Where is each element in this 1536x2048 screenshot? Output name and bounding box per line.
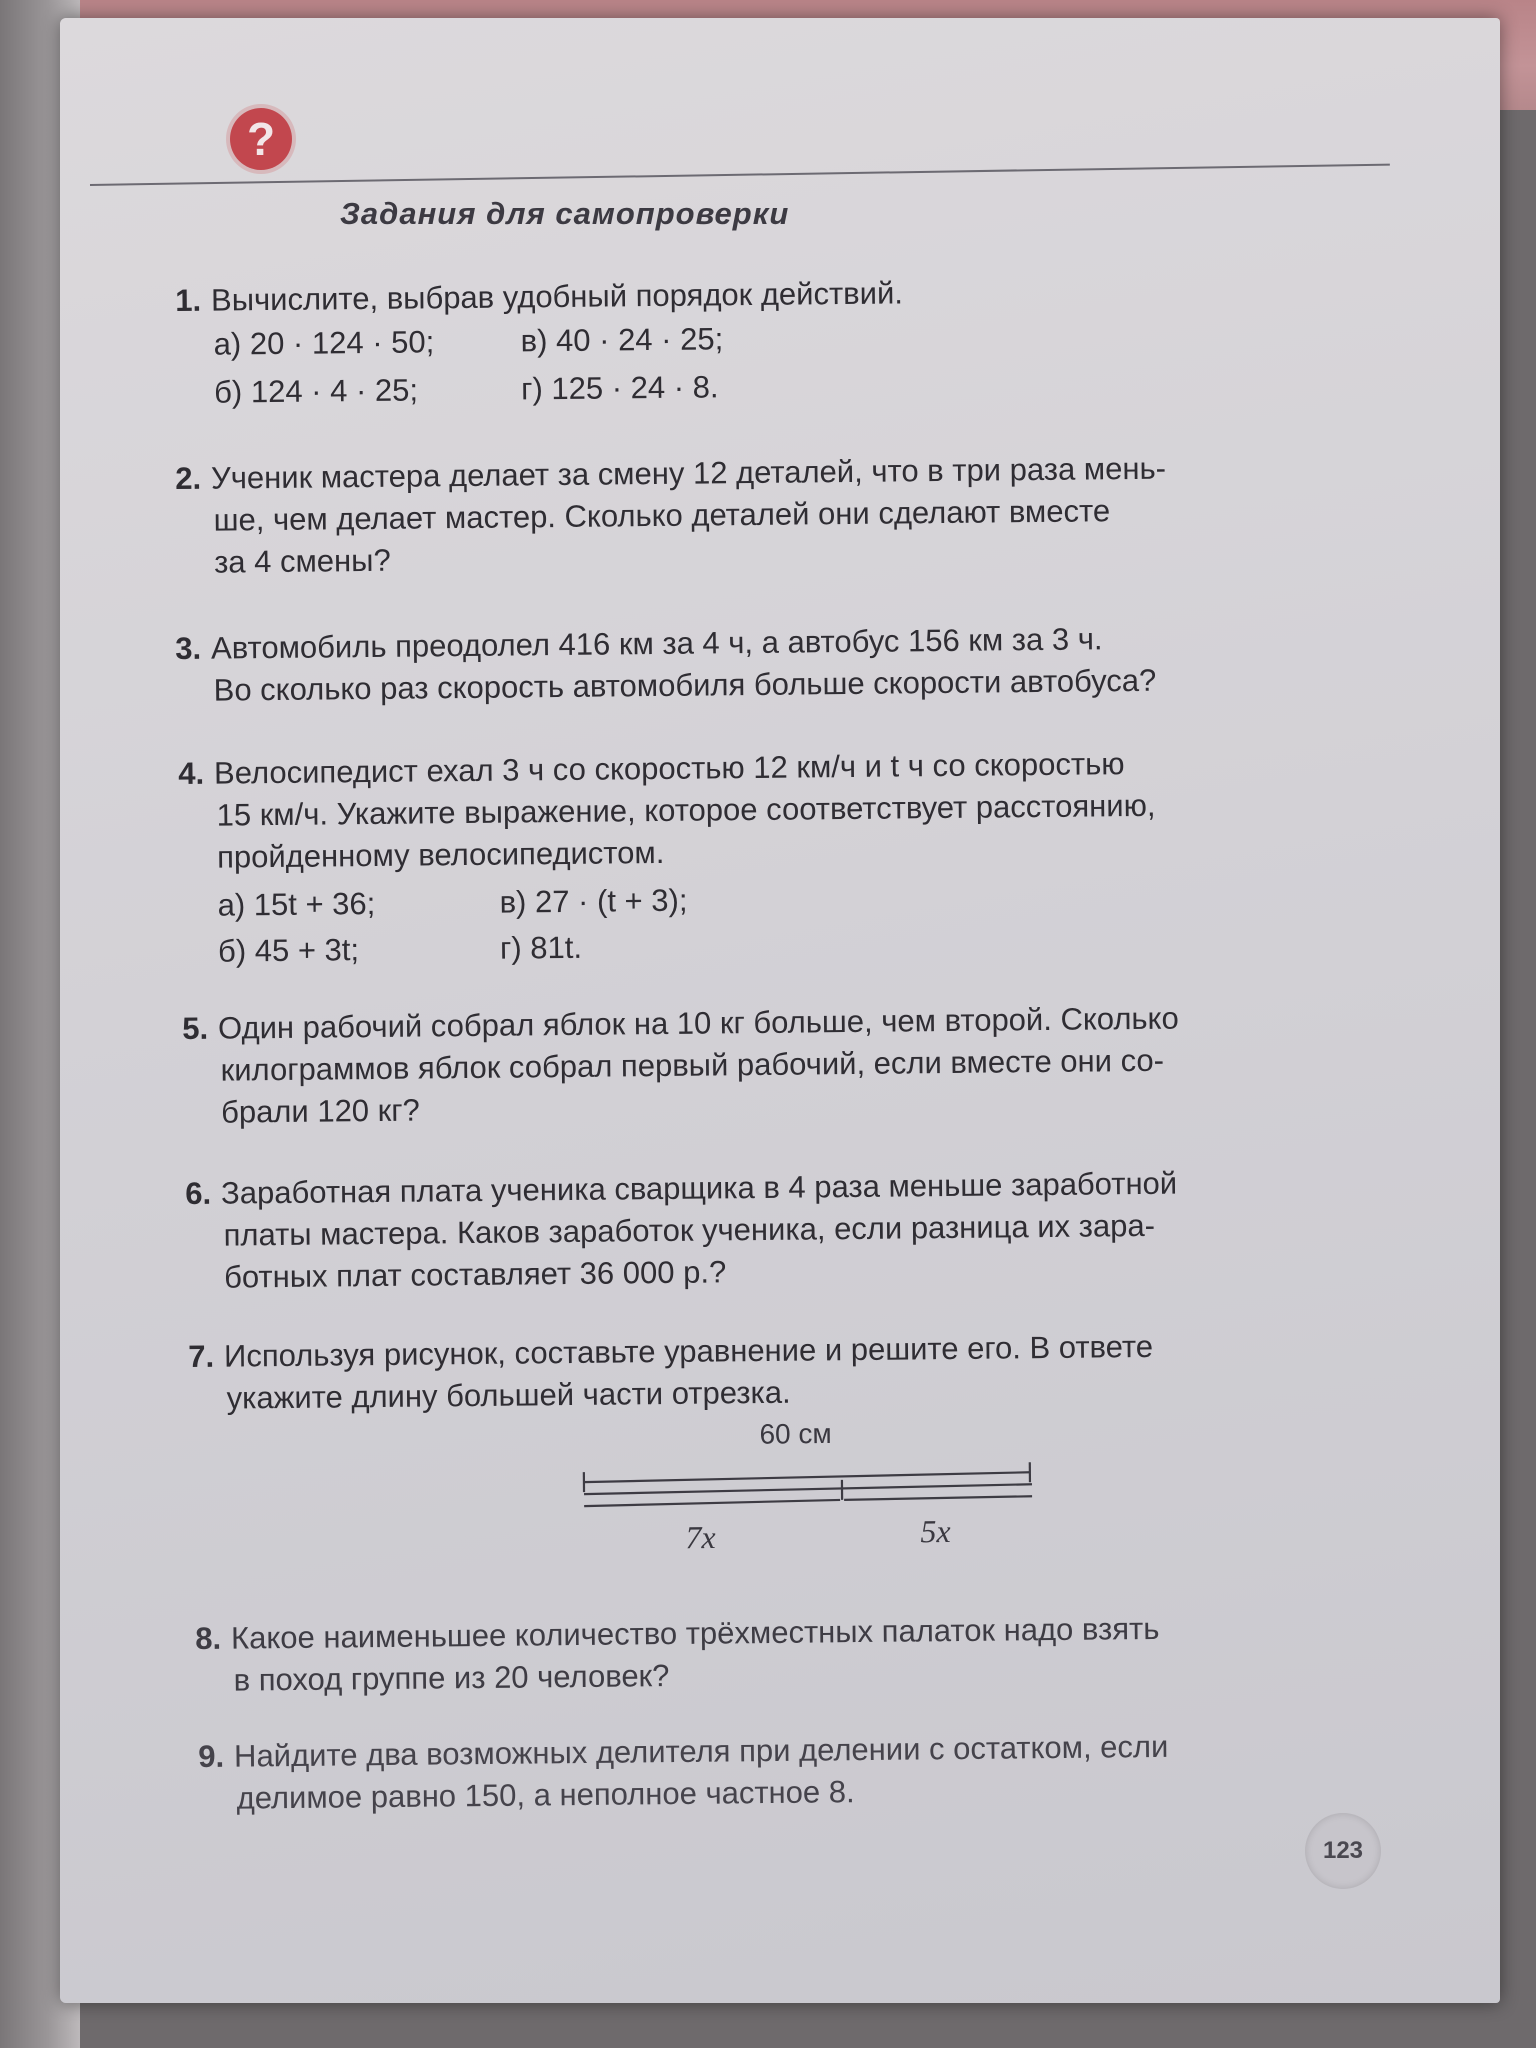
task-5	[182, 998, 1180, 1134]
segment-right-label: 5x	[920, 1512, 951, 1550]
task-text-line: Вычислите, выбрав удобный порядок действий.	[210, 275, 904, 318]
task-text-line: Один рабочий собрал яблок на 10 кг больше, чем второй. Сколько	[217, 1000, 1179, 1046]
task-number: 3.	[175, 630, 202, 666]
task-text-line: Велосипедист ехал 3 ч со скоростью 12 км/ч и t ч со скоростью	[213, 746, 1125, 791]
task-2	[175, 448, 1167, 584]
option-b: б) 45 + 3t;	[217, 932, 360, 969]
task-number: 9.	[198, 1738, 225, 1774]
task-text-line: Какое наименьшее количество трёхместных палаток надо взять	[230, 1610, 1160, 1656]
task-number: 7.	[188, 1338, 215, 1374]
section-title: Задания для самопроверки	[340, 196, 790, 231]
task-number: 8.	[195, 1620, 222, 1656]
answer-options	[175, 316, 904, 418]
page-number: 123	[1305, 1813, 1381, 1889]
answer-options	[179, 871, 1157, 975]
task-3	[175, 618, 1156, 712]
task-number: 2.	[175, 460, 202, 496]
textbook-page	[60, 18, 1500, 2003]
task-text-line: килограммов яблок собрал первый рабочий, если вместе они со-	[220, 1042, 1165, 1088]
task-number: 6.	[185, 1175, 212, 1211]
segment-part-left-line	[584, 1500, 840, 1506]
task-text-line: платы мастера. Каков заработок ученика, если разница их зара-	[223, 1207, 1156, 1253]
task-text-line: 15 км/ч. Укажите выражение, которое соответствует расстоянию,	[216, 787, 1156, 833]
segment-figure	[569, 1416, 1090, 1561]
task-text-line: брали 120 кг?	[220, 1092, 420, 1130]
task-text-line: Найдите два возможных делителя при делении с остатком, если	[233, 1728, 1169, 1774]
option-v: в) 40 · 24 · 25;	[520, 321, 724, 359]
task-8	[195, 1608, 1160, 1702]
task-text-line: укажите длину большей части отрезка.	[226, 1374, 791, 1416]
task-number: 1.	[175, 282, 202, 318]
segment-diagram	[569, 1416, 1090, 1561]
task-6	[185, 1163, 1178, 1299]
option-a: а) 15t + 36;	[217, 885, 376, 923]
option-v: в) 27 · (t + 3);	[499, 882, 688, 920]
task-text-line: пройденному велосипедистом.	[216, 834, 665, 875]
segment-line	[584, 1484, 1032, 1494]
task-7	[188, 1326, 1154, 1420]
task-text-line: за 4 смены?	[213, 542, 391, 580]
task-1	[175, 272, 904, 418]
segment-left-label: 7x	[685, 1519, 716, 1556]
task-text-line: делимое равно 150, а неполное частное 8.	[236, 1774, 855, 1816]
task-text-line: ботных плат составляет 36 000 р.?	[223, 1254, 727, 1295]
option-b: б) 124 · 4 · 25;	[213, 372, 419, 410]
option-a: а) 20 · 124 · 50;	[213, 324, 435, 362]
segment-total-label: 60 см	[759, 1417, 832, 1450]
task-text-line: Заработная плата ученика сварщика в 4 раза меньше заработной	[220, 1165, 1178, 1211]
segment-part-right-line	[844, 1496, 1032, 1500]
segment-top-line	[584, 1472, 1030, 1482]
option-g: г) 125 · 24 · 8.	[520, 369, 719, 407]
question-badge-icon: ?	[230, 108, 292, 170]
task-number: 4.	[178, 755, 205, 791]
task-text-line: Используя рисунок, составьте уравнение и решите его. В ответе	[223, 1328, 1154, 1374]
header-rule	[90, 164, 1390, 186]
task-number: 5.	[182, 1010, 209, 1046]
task-text-line: ше, чем делает мастер. Сколько деталей они сделают вместе	[213, 493, 1111, 538]
task-text-line: Ученик мастера делает за смену 12 деталей, что в три раза мень-	[210, 450, 1167, 496]
task-text-line: Автомобиль преодолел 416 км за 4 ч, а автобус 156 км за 3 ч.	[210, 621, 1103, 666]
option-g: г) 81t.	[499, 929, 583, 966]
task-9	[198, 1726, 1169, 1820]
task-text-line: в поход группе из 20 человек?	[233, 1658, 670, 1698]
task-4	[178, 743, 1157, 975]
task-text-line: Во сколько раз скорость автомобиля больше скорости автобуса?	[213, 662, 1157, 708]
